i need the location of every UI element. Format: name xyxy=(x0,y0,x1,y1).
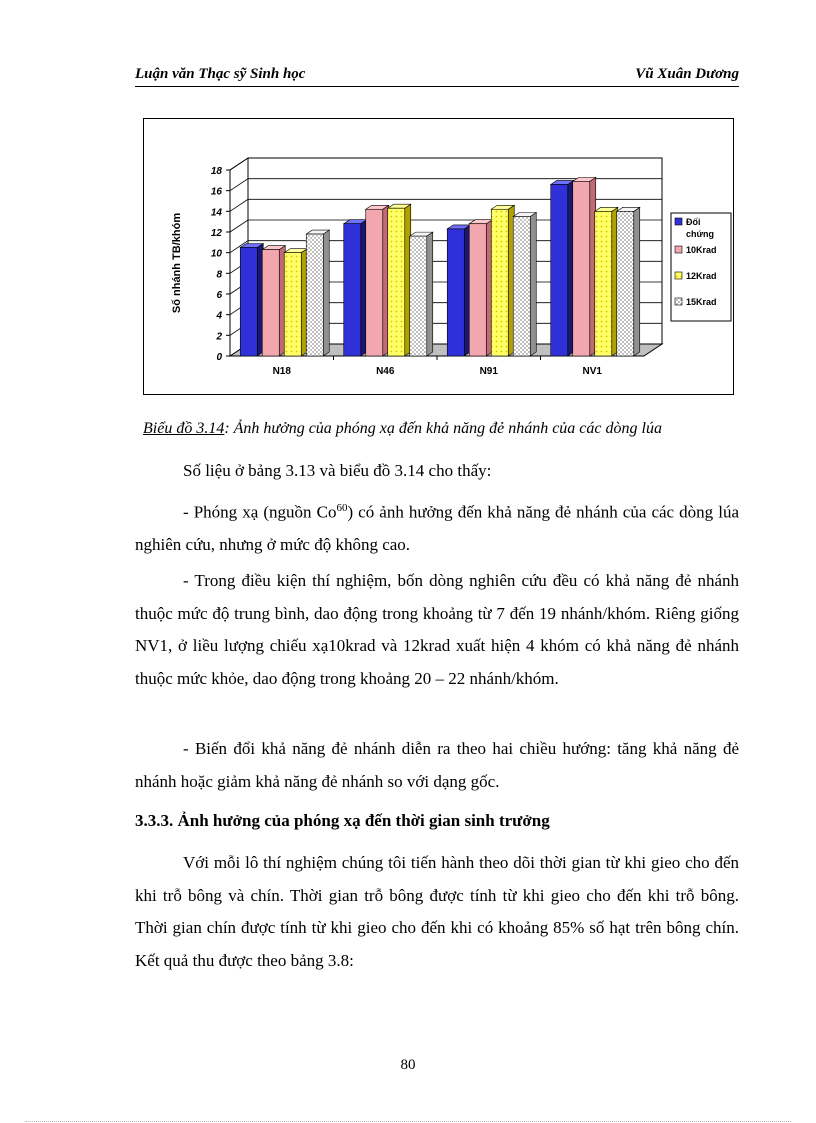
y-tick-label: 10 xyxy=(210,248,222,260)
paragraph-2-start: - Phóng xạ (nguồn Co xyxy=(183,502,337,522)
section-heading: 3.3.3. Ảnh hưởng của phóng xạ đến thời gian sinh trưởng xyxy=(135,811,550,830)
y-tick-label: 2 xyxy=(216,331,222,343)
tillering-bar-chart xyxy=(144,119,733,394)
legend-label: 10Krad xyxy=(686,245,717,255)
legend-label: 15Krad xyxy=(686,297,717,307)
legend-label: 12Krad xyxy=(686,271,717,281)
bar xyxy=(617,211,634,356)
y-tick-label: 8 xyxy=(216,269,222,281)
legend-label: Đối xyxy=(686,217,701,227)
bar xyxy=(551,184,568,356)
legend-swatch xyxy=(675,298,682,305)
bar xyxy=(388,208,405,356)
bar xyxy=(262,250,279,356)
y-tick-label: 16 xyxy=(210,186,222,198)
figure-ref: Biểu đồ 3.14 xyxy=(143,420,225,437)
chart-frame xyxy=(143,118,734,395)
bar-side xyxy=(530,213,536,357)
paragraph-4: - Biến đổi khả năng đẻ nhánh diễn ra theo hai chiều hướng: tăng khả năng đẻ nhánh hoặc giảm khả năng đẻ nhánh so với dạng gốc. xyxy=(135,739,739,791)
bar xyxy=(595,211,612,356)
bar-side xyxy=(427,232,433,356)
figure-caption-text: : Ảnh hưởng của phóng xạ đến khả năng đẻ nhánh của các dòng lúa xyxy=(224,420,662,437)
bar xyxy=(306,234,323,356)
page-bottom-rule xyxy=(25,1121,791,1122)
bar xyxy=(410,236,427,356)
y-tick-label: 6 xyxy=(216,290,222,301)
paragraph-2 xyxy=(135,492,739,562)
bar-side xyxy=(323,230,329,356)
bar xyxy=(447,229,464,356)
paragraph-2-end: ) có ảnh hưởng đến khả năng đẻ nhánh của các dòng lúa nghiên cứu, nhưng ở mức độ không cao. xyxy=(135,502,739,555)
paragraph-5: Với mỗi lô thí nghiệm chúng tôi tiến hành theo dõi thời gian từ khi gieo cho đến khi trỗ bông và chín. Thời gian trỗ bông được tính từ khi gieo cho đến khi trỗ bông. Thời gian chín được tính từ khi gieo cho đến khi có khoảng 85% số hạt trên bông chín. Kết quả thu được theo bảng 3.8: xyxy=(135,853,739,970)
paragraph-1: Số liệu ở bảng 3.13 và biểu đồ 3.14 cho thấy: xyxy=(183,461,492,480)
legend-swatch xyxy=(675,246,682,253)
figure-caption xyxy=(143,420,743,438)
running-header xyxy=(135,64,739,87)
header-thesis-title: Luận văn Thạc sỹ Sinh học xyxy=(135,66,306,82)
x-tick-label: N91 xyxy=(479,366,498,377)
bar xyxy=(366,209,383,356)
y-axis-label: Số nhánh TB/khóm xyxy=(171,212,183,314)
isotope-superscript: 60 xyxy=(336,502,348,514)
header-author: Vũ Xuân Dương xyxy=(635,66,739,82)
y-tick-label: 14 xyxy=(210,207,222,219)
y-tick-label: 18 xyxy=(210,166,222,177)
y-tick-label: 12 xyxy=(210,228,222,239)
bar xyxy=(240,248,257,357)
paragraph-3: - Trong điều kiện thí nghiệm, bốn dòng nghiên cứu đều có khả năng đẻ nhánh thuộc mức độ trung bình, dao động trong khoảng từ 7 đến 19 nhánh/khóm. Riêng giống NV1, ở liều lượng chiếu xạ10krad và 12krad xuất hiện 4 khóm có khả năng đẻ nhánh thuộc mức khỏe, dao động trong khoảng 20 – 22 nhánh/khóm. xyxy=(135,571,739,688)
bar xyxy=(284,253,301,356)
bar-side xyxy=(634,207,640,356)
bar xyxy=(344,224,361,356)
legend-swatch xyxy=(675,218,682,225)
page-number: 80 xyxy=(400,1057,416,1073)
x-tick-label: N18 xyxy=(272,366,291,377)
y-tick-label: 4 xyxy=(216,310,222,322)
x-tick-label: NV1 xyxy=(582,366,602,377)
legend-label-cont: chứng xyxy=(686,229,715,239)
x-tick-label: N46 xyxy=(376,366,395,377)
bar xyxy=(491,209,508,356)
bar xyxy=(513,217,530,357)
legend-swatch xyxy=(675,272,682,279)
bar xyxy=(573,181,590,356)
bar xyxy=(469,224,486,356)
y-tick-label: 0 xyxy=(216,352,222,363)
